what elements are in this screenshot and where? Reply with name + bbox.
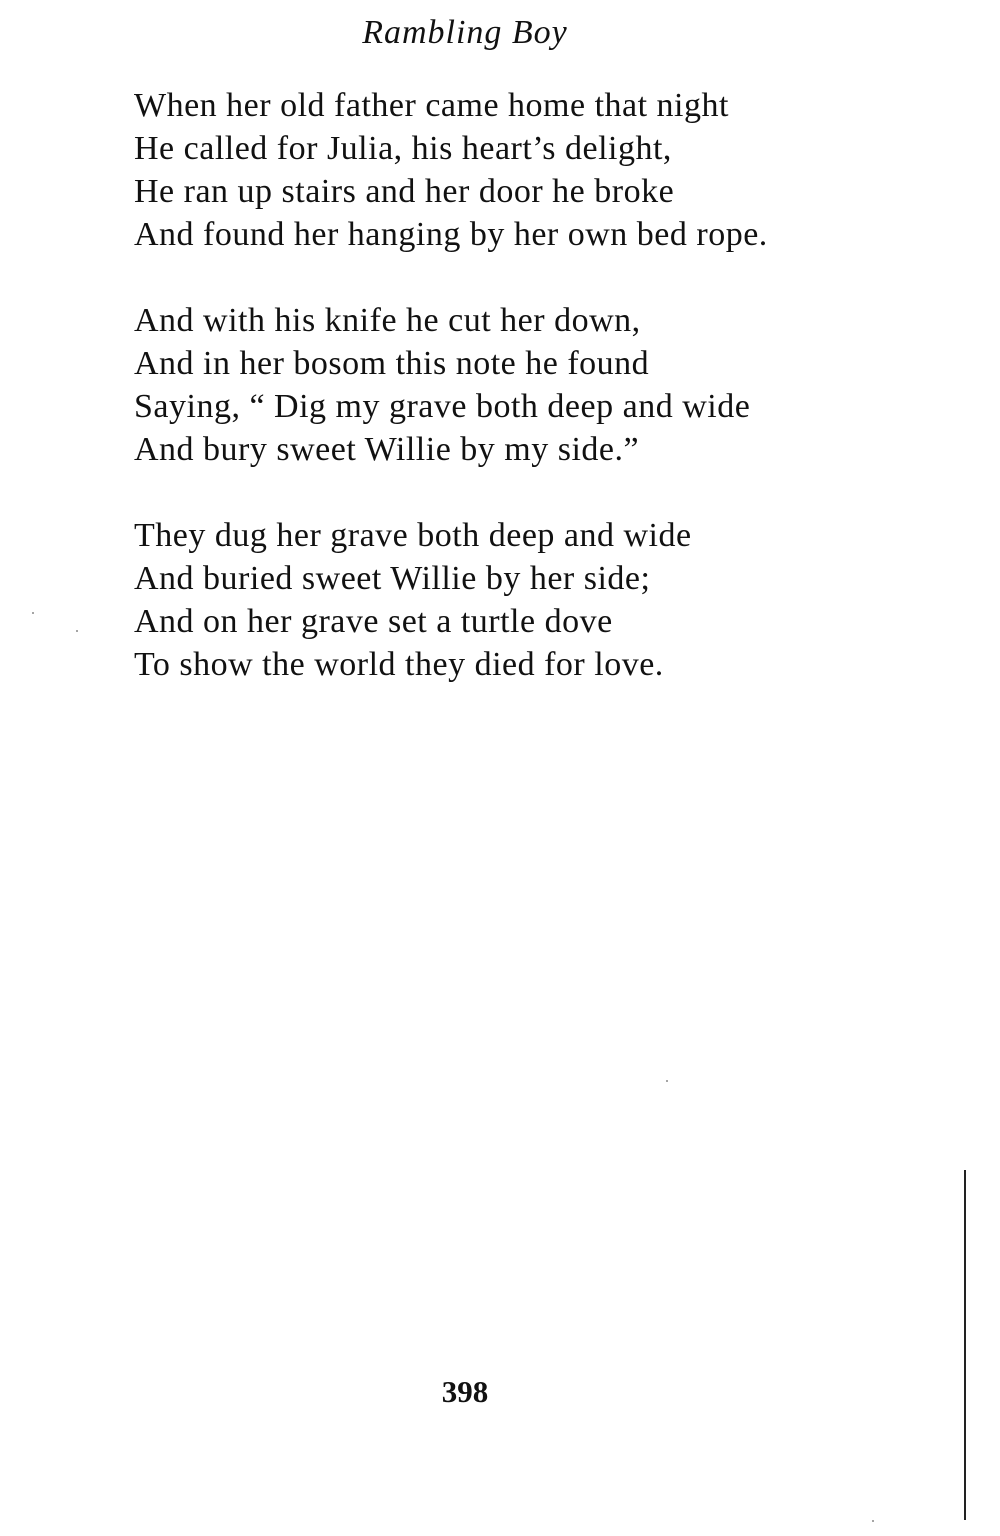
poem-line: And buried sweet Willie by her side; xyxy=(134,560,651,597)
scan-speck xyxy=(872,1520,874,1522)
poem-line: And found her hanging by her own bed rope. xyxy=(134,216,768,253)
page-number: 398 xyxy=(441,1374,489,1409)
poem-line: And with his knife he cut her down, xyxy=(134,302,641,339)
stanza-2 xyxy=(134,299,894,471)
running-title: Rambling Boy xyxy=(362,14,568,51)
poem-line: To show the world they died for love. xyxy=(134,646,664,683)
stanza-3 xyxy=(134,514,894,686)
poem-line: He ran up stairs and her door he broke xyxy=(134,173,675,210)
poem-line: And on her grave set a turtle dove xyxy=(134,603,613,640)
poem-line: When her old father came home that night xyxy=(134,87,729,124)
scan-edge-line xyxy=(964,1170,966,1520)
poem-line: Saying, “ Dig my grave both deep and wide xyxy=(134,388,751,425)
poem-line: And bury sweet Willie by my side.” xyxy=(134,431,640,468)
scan-speck xyxy=(76,630,78,632)
poem-line: They dug her grave both deep and wide xyxy=(134,517,692,554)
poem-line: And in her bosom this note he found xyxy=(134,345,650,382)
scan-speck xyxy=(32,612,34,614)
poem-line: He called for Julia, his heart’s delight, xyxy=(134,130,672,167)
stanza-1 xyxy=(134,84,894,256)
scan-speck xyxy=(666,1080,668,1082)
poem xyxy=(134,84,894,729)
